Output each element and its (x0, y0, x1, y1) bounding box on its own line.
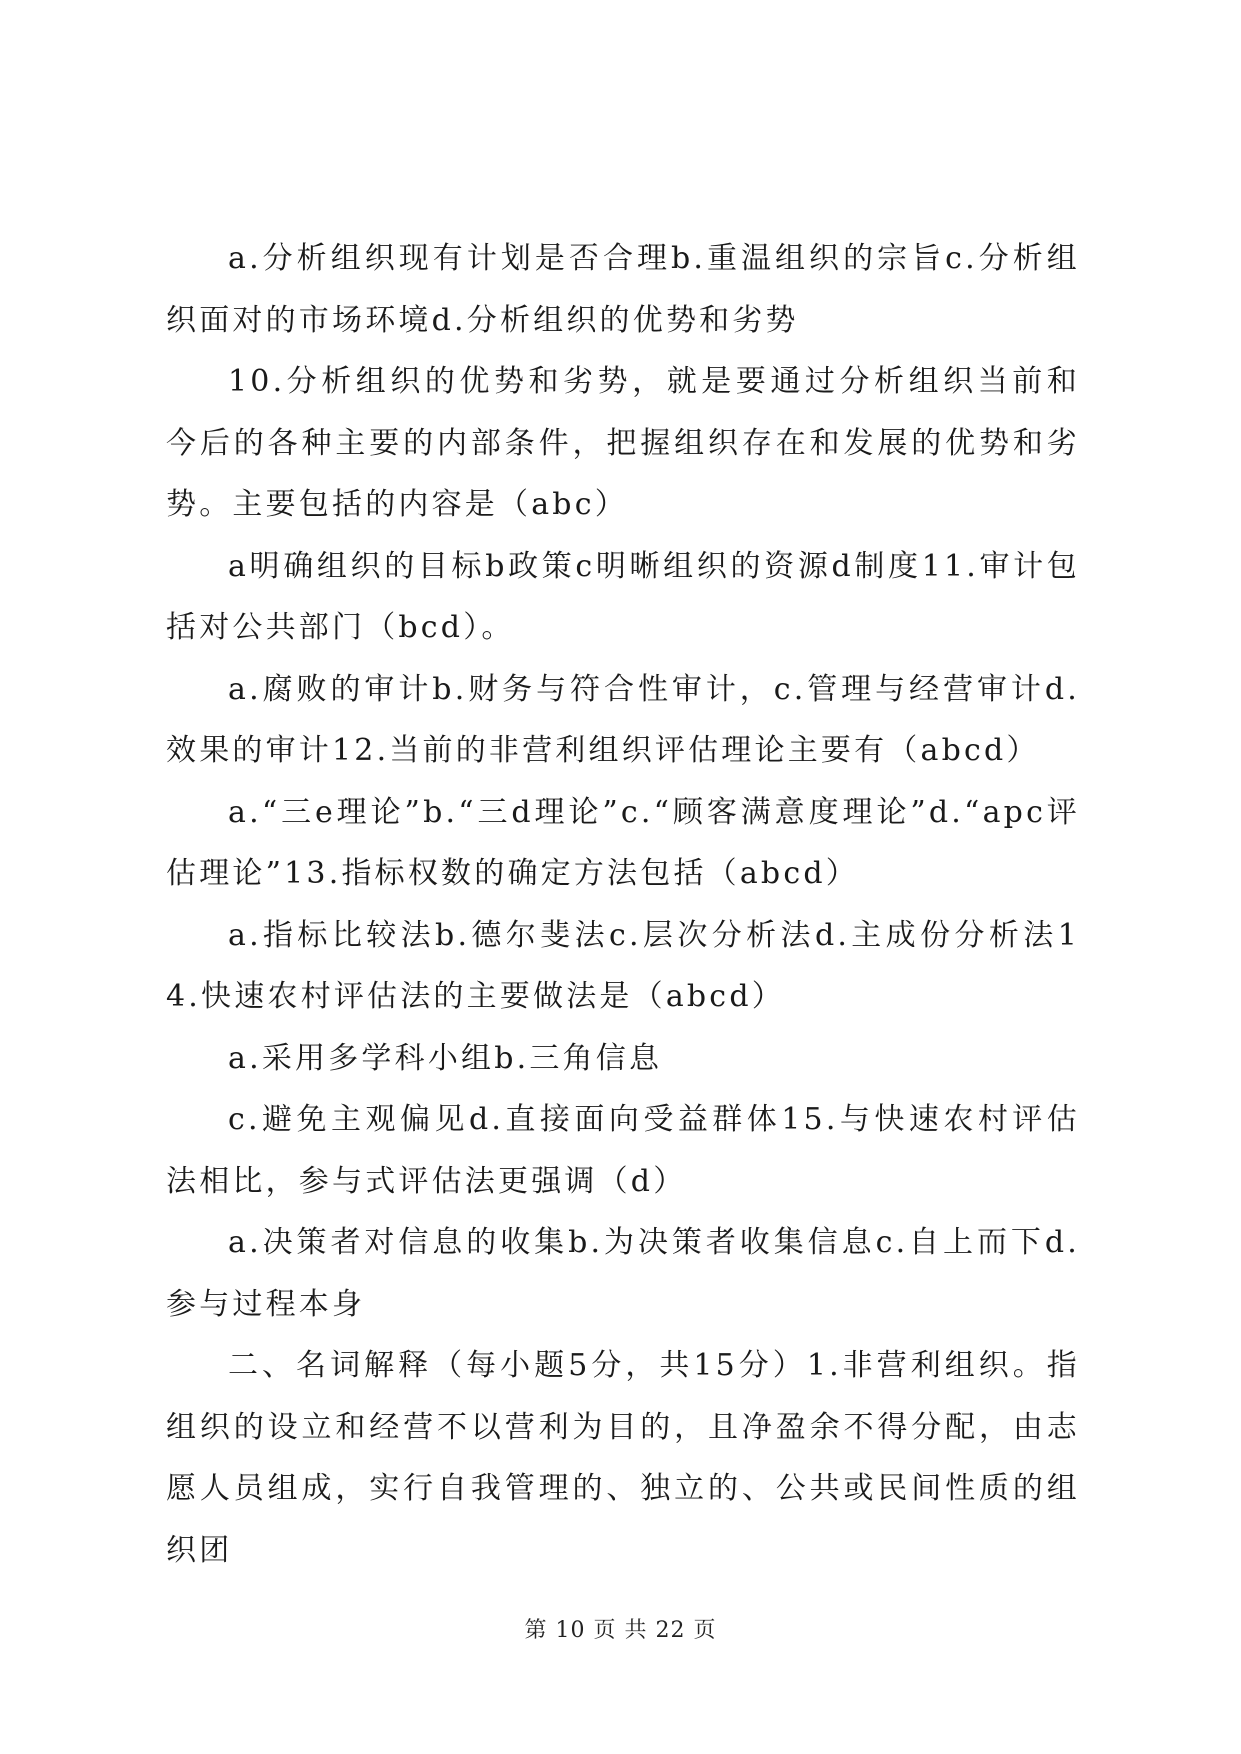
paragraph-options-9: a.分析组织现有计划是否合理b.重温组织的宗旨c.分析组织面对的市场环境d.分析组织的优势和劣势 (166, 241, 1080, 338)
paragraph-options-15: a.决策者对信息的收集b.为决策者收集信息c.自上而下d.参与过程本身 (166, 1225, 1080, 1322)
paragraph-options-14-part1: a.采用多学科小组b.三角信息 (228, 1040, 663, 1076)
paragraph-options-13-question-14: a.指标比较法b.德尔斐法c.层次分析法d.主成份分析法14.快速农村评估法的主要做法是（abcd） (166, 917, 1080, 1014)
paragraph-question-10: 10.分析组织的优势和劣势，就是要通过分析组织当前和今后的各种主要的内部条件，把握组织存在和发展的优势和劣势。主要包括的内容是（abc） (166, 364, 1080, 522)
paragraph-options-14-part2-question-15: c.避免主观偏见d.直接面向受益群体15.与快速农村评估法相比，参与式评估法更强调（d） (166, 1102, 1080, 1199)
paragraph-options-10-question-11: a明确组织的目标b政策c明晰组织的资源d制度11.审计包括对公共部门（bcd）。 (166, 548, 1080, 645)
document-body (166, 228, 1080, 1581)
paragraph-options-11-question-12: a.腐败的审计b.财务与符合性审计，c.管理与经营审计d.效果的审计12.当前的非营利组织评估理论主要有（abcd） (166, 671, 1080, 768)
paragraph-section-2-definitions: 二、名词解释（每小题5分，共15分）1.非营利组织。指组织的设立和经营不以营利为目的，且净盈余不得分配，由志愿人员组成，实行自我管理的、独立的、公共或民间性质的组织团 (166, 1348, 1080, 1568)
page-number-footer: 第 10 页 共 22 页 (524, 1618, 717, 1643)
paragraph-options-12-question-13: a.“三e理论”b.“三d理论”c.“顾客满意度理论”d.“apc评估理论”13.指标权数的确定方法包括（abcd） (166, 794, 1080, 891)
